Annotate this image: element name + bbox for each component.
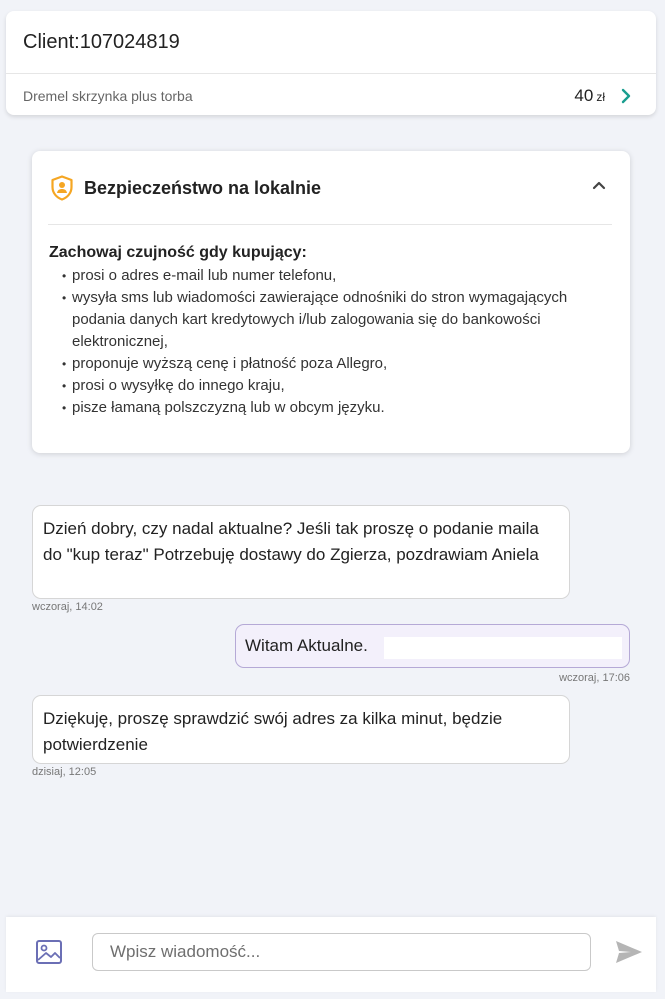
shield-user-icon	[50, 175, 74, 201]
price-currency: zł	[596, 90, 605, 104]
incoming-message	[32, 505, 570, 599]
price-value: 40	[574, 86, 594, 105]
safety-list	[62, 265, 602, 419]
safety-item: • proponuje wyższą cenę i płatność poza Allegro,	[62, 353, 602, 375]
page-title: Client:107024819	[23, 31, 180, 53]
safety-heading: Zachowaj czujność gdy kupujący:	[49, 244, 307, 261]
safety-item: • prosi o adres e-mail lub numer telefonu,	[62, 265, 602, 287]
safety-card	[32, 151, 630, 453]
outgoing-message	[235, 624, 630, 668]
safety-divider	[48, 224, 612, 225]
chevron-up-icon[interactable]	[592, 179, 606, 191]
redacted-region	[384, 637, 622, 659]
message-timestamp: dzisiaj, 12:05	[32, 766, 97, 778]
conversation-header	[6, 11, 656, 115]
header-divider	[6, 73, 656, 74]
message-text: Dziękuję, proszę sprawdzić swój adres za kilka minut, będzie potwierdzenie	[43, 709, 503, 754]
message-timestamp: wczoraj, 17:06	[559, 672, 630, 684]
safety-title: Bezpieczeństwo na lokalnie	[84, 178, 322, 198]
chevron-right-icon[interactable]	[618, 87, 634, 105]
safety-item: • prosi o wysyłkę do innego kraju,	[62, 375, 602, 397]
message-input[interactable]	[92, 933, 591, 971]
send-icon[interactable]	[614, 938, 644, 966]
message-text: Dzień dobry, czy nadal aktualne? Jeśli tak proszę o podanie maila do "kup teraz" Potrzebuję dostawy do Zgierza, pozdrawiam Aniela	[43, 519, 539, 564]
incoming-message	[32, 695, 570, 764]
image-icon[interactable]	[34, 937, 64, 967]
message-composer	[6, 917, 656, 992]
safety-item: • pisze łamaną polszczyzną lub w obcym języku.	[62, 397, 602, 419]
safety-item: • wysyła sms lub wiadomości zawierające odnośniki do stron wymagających podania danych kart kredytowych i/lub zalogowania się do bankowości elektronicznej,	[62, 287, 602, 353]
message-text: Witam Aktualne.	[245, 636, 368, 655]
offer-price	[574, 86, 605, 106]
message-timestamp: wczoraj, 14:02	[32, 601, 103, 613]
offer-title[interactable]: Dremel skrzynka plus torba	[23, 88, 193, 104]
